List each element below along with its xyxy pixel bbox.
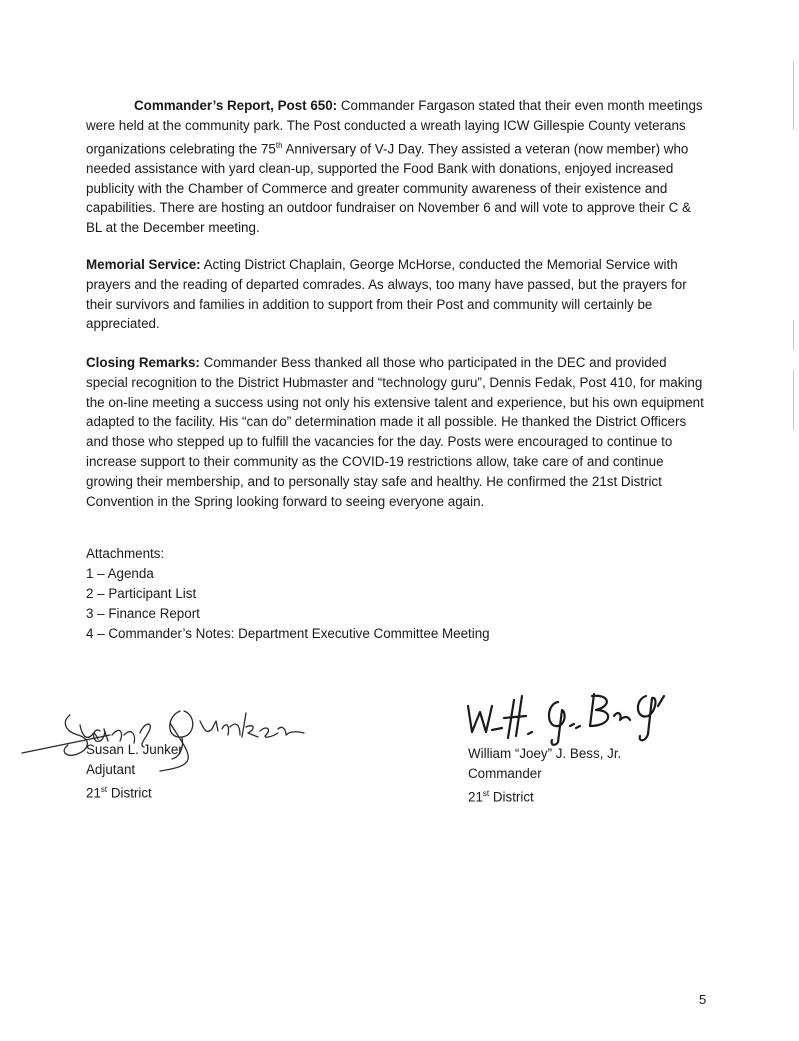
ordinal-suffix: th xyxy=(275,140,283,150)
attachment-item: 3 – Finance Report xyxy=(86,606,200,621)
commander-signature-text: W. J. Bess Jr. xyxy=(472,686,479,687)
closing-remarks-text: Commander Bess thanked all those who participated in the DEC and provided special recognition to the District Hubmaster and “technology guru”, Dennis Fedak, Post 410, for making the on-line meeting a success using not only his extensive talent and experience, but his own equipment adapted to the facility. His “can do” determination made it all possible. He thanked the District Officers and those who stepped up to fulfill the vacancies for the day. Posts were encouraged to continue to increase support to their community as the COVID-19 restrictions allow, take care of and continue growing their membership, and to personally stay safe and healthy. He confirmed the 21st District Convention in the Spring looking forward to seeing everyone again. xyxy=(86,355,704,509)
memorial-service-text: Acting District Chaplain, George McHorse, conducted the Memorial Service with prayers and the reading of departed comrades. As always, too many have passed, but the prayers for their survivors and families in addition to support from their Post and community will certainly be appreciated. xyxy=(86,257,687,332)
closing-remarks-paragraph xyxy=(86,353,706,511)
adjutant-title: Adjutant xyxy=(86,762,136,777)
attachments-title: Attachments: xyxy=(86,546,165,561)
closing-remarks-heading: Closing Remarks: xyxy=(86,355,200,370)
adjutant-signature-text: Susan Junker xyxy=(65,695,72,696)
commander-name: William “Joey” J. Bess, Jr. xyxy=(468,746,622,761)
attachment-item: 4 – Commander’s Notes: Department Executive Committee Meeting xyxy=(86,626,490,641)
commander-district: 21st District xyxy=(468,789,534,805)
memorial-service-paragraph xyxy=(86,255,706,334)
scan-edge-mark xyxy=(793,60,794,130)
commanders-report-text-1: Commander Fargason stated that their even month meetings were held at the community park. The Post conducted a wreath laying ICW Gillespie County veterans organizations celebrating the 75 xyxy=(86,98,703,157)
adjutant-signature-block xyxy=(86,740,183,803)
commander-title: Commander xyxy=(468,766,542,781)
scan-edge-mark xyxy=(793,320,794,350)
commanders-report-text-2: Anniversary of V-J Day. They assisted a veteran (now member) who needed assistance with yard clean-up, supported the Food Bank with donations, enjoyed increased publicity with the Chamber of Commerce and greater community awareness of their existence and capabilities. There are hosting an outdoor fundraiser on November 6 and will vote to approve their C & BL at the December meeting. xyxy=(86,141,691,236)
commanders-report-heading: Commander’s Report, Post 650: xyxy=(134,98,338,113)
scan-edge-mark xyxy=(793,370,794,430)
page-number: 5 xyxy=(699,992,707,1007)
commander-signature-block xyxy=(468,744,621,807)
commanders-report-paragraph xyxy=(86,96,706,238)
commander-signature xyxy=(462,686,672,748)
attachment-item: 1 – Agenda xyxy=(86,566,154,581)
adjutant-name: Susan L. Junker xyxy=(86,742,183,757)
adjutant-district: 21st District xyxy=(86,785,152,801)
attachment-item: 2 – Participant List xyxy=(86,586,197,601)
memorial-service-heading: Memorial Service: xyxy=(86,257,201,272)
attachments-list xyxy=(86,544,490,644)
